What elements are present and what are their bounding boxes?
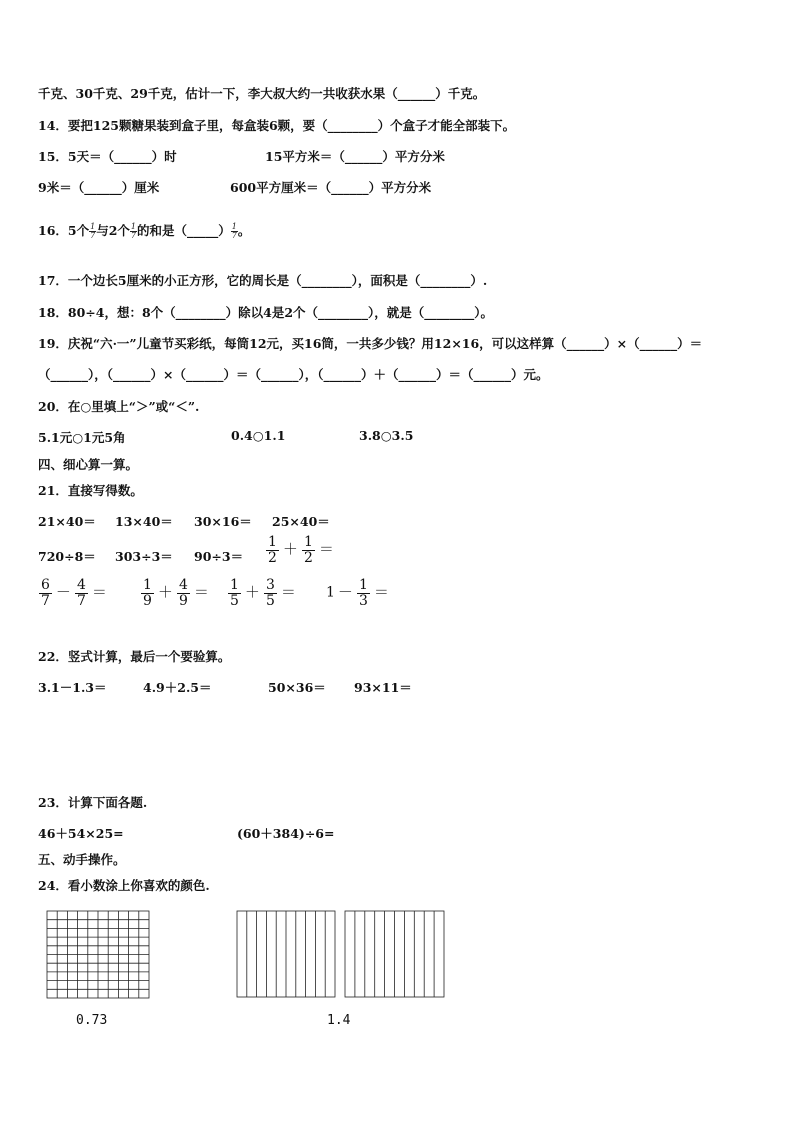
section-5-heading: 五、动手操作。 [38, 852, 126, 867]
calc-7: 90÷3＝ [194, 549, 244, 564]
minus-sign: － [337, 582, 353, 601]
equals-sign: ＝ [318, 539, 334, 558]
compare-1: 5.1元○1元5角 [38, 430, 126, 445]
question-19-line-1: 19．庆祝“六·一”儿童节买彩纸，每筒12元，买16筒，一共多少钱？用12×16，可以这样算（______）×（______）＝ [38, 336, 703, 351]
fraction-four-ninths: $\frac{4}{9}$ [178, 577, 188, 609]
compare-2: 0.4○1.1 [231, 428, 286, 443]
expression-2: (60＋384)÷6= [237, 826, 335, 841]
fraction-half: $\frac{1}{2}$ [303, 534, 313, 566]
fraction-one-seventh: $\frac{1}{7}$ [90, 222, 96, 240]
question-21: 21．直接写得数。 [38, 483, 143, 498]
calc-12 [326, 578, 392, 608]
calc-5: 720÷8＝ [38, 549, 96, 564]
fraction-one-seventh: $\frac{1}{7}$ [130, 222, 136, 240]
fraction-six-sevenths: $\frac{6}{7}$ [41, 577, 50, 609]
calc-11 [227, 578, 299, 608]
question-24: 24．看小数涂上你喜欢的颜色. [38, 878, 210, 893]
calc-8 [265, 535, 337, 565]
equals-sign: ＝ [280, 582, 296, 601]
calc-3: 30×16＝ [194, 514, 252, 529]
question-14: 14．要把125颗糖果装到盒子里，每盒装6颗，要（________）个盒子才能全部装下。 [38, 118, 516, 133]
equals-sign: ＝ [91, 582, 107, 601]
fraction-four-sevenths: $\frac{4}{7}$ [76, 577, 86, 609]
vertical-calc-2: 4.9＋2.5＝ [143, 680, 212, 695]
label-decimal-1-4: 1.4 [327, 1013, 351, 1028]
q16-middle-2: 的和是（_____） [136, 223, 231, 238]
vertical-calc-3: 50×36＝ [268, 680, 326, 695]
question-13-tail: 千克、30千克、29千克，估计一下，李大叔大约一共收获水果（______）千克。 [38, 86, 486, 101]
question-19-line-2: （______），（______）×（______）＝（______），（______）＋（______）＝（______）元。 [38, 367, 549, 382]
question-15-a: 15．5天＝（______）时 [38, 149, 177, 164]
expression-1: 46＋54×25= [38, 826, 124, 841]
minus-sign: － [55, 582, 71, 601]
calc-2: 13×40＝ [115, 514, 173, 529]
fraction-one-seventh: $\frac{1}{7}$ [231, 222, 237, 240]
calc-10 [140, 578, 212, 608]
q16-prefix: 16．5个 [38, 223, 90, 238]
question-15-c: 9米＝（______）厘米 [38, 180, 160, 195]
fraction-one-third: $\frac{1}{3}$ [358, 577, 368, 609]
hundred-square-grid[interactable] [46, 910, 150, 999]
vertical-calc-1: 3.1－1.3＝ [38, 680, 107, 695]
plus-sign: ＋ [244, 582, 260, 601]
compare-3: 3.8○3.5 [359, 428, 414, 443]
equals-sign: ＝ [373, 582, 389, 601]
calc-4: 25×40＝ [272, 514, 330, 529]
calc-6: 303÷3＝ [115, 549, 173, 564]
equals-sign: ＝ [193, 582, 209, 601]
fraction-half: $\frac{1}{2}$ [268, 534, 277, 566]
ten-strip-grid-1[interactable] [236, 910, 336, 998]
fraction-one-fifth: $\frac{1}{5}$ [230, 577, 239, 609]
question-20: 20．在○里填上“＞”或“＜”. [38, 399, 200, 414]
question-23: 23．计算下面各题. [38, 795, 148, 810]
label-decimal-0-73: 0.73 [76, 1013, 108, 1028]
question-17: 17．一个边长5厘米的小正方形，它的周长是（________），面积是（________）. [38, 273, 488, 288]
calc-1: 21×40＝ [38, 514, 96, 529]
q16-middle: 与2个 [96, 223, 130, 238]
fraction-one-ninth: $\frac{1}{9}$ [143, 577, 152, 609]
question-22: 22．竖式计算，最后一个要验算。 [38, 649, 231, 664]
question-15-b: 15平方米＝（______）平方分米 [265, 149, 445, 164]
question-16 [38, 221, 250, 240]
ten-strip-grid-2[interactable] [344, 910, 445, 998]
section-4-heading: 四、细心算一算。 [38, 457, 139, 472]
plus-sign: ＋ [157, 582, 173, 601]
fraction-three-fifths: $\frac{3}{5}$ [265, 577, 275, 609]
whole-one: 1 [326, 584, 335, 601]
vertical-calc-4: 93×11＝ [354, 680, 412, 695]
q16-end: 。 [237, 223, 251, 238]
question-18: 18．80÷4，想：8个（________）除以4是2个（________），就是（________）。 [38, 305, 494, 320]
calc-9 [38, 578, 110, 608]
question-15-d: 600平方厘米＝（______）平方分米 [230, 180, 432, 195]
plus-sign: ＋ [282, 539, 298, 558]
